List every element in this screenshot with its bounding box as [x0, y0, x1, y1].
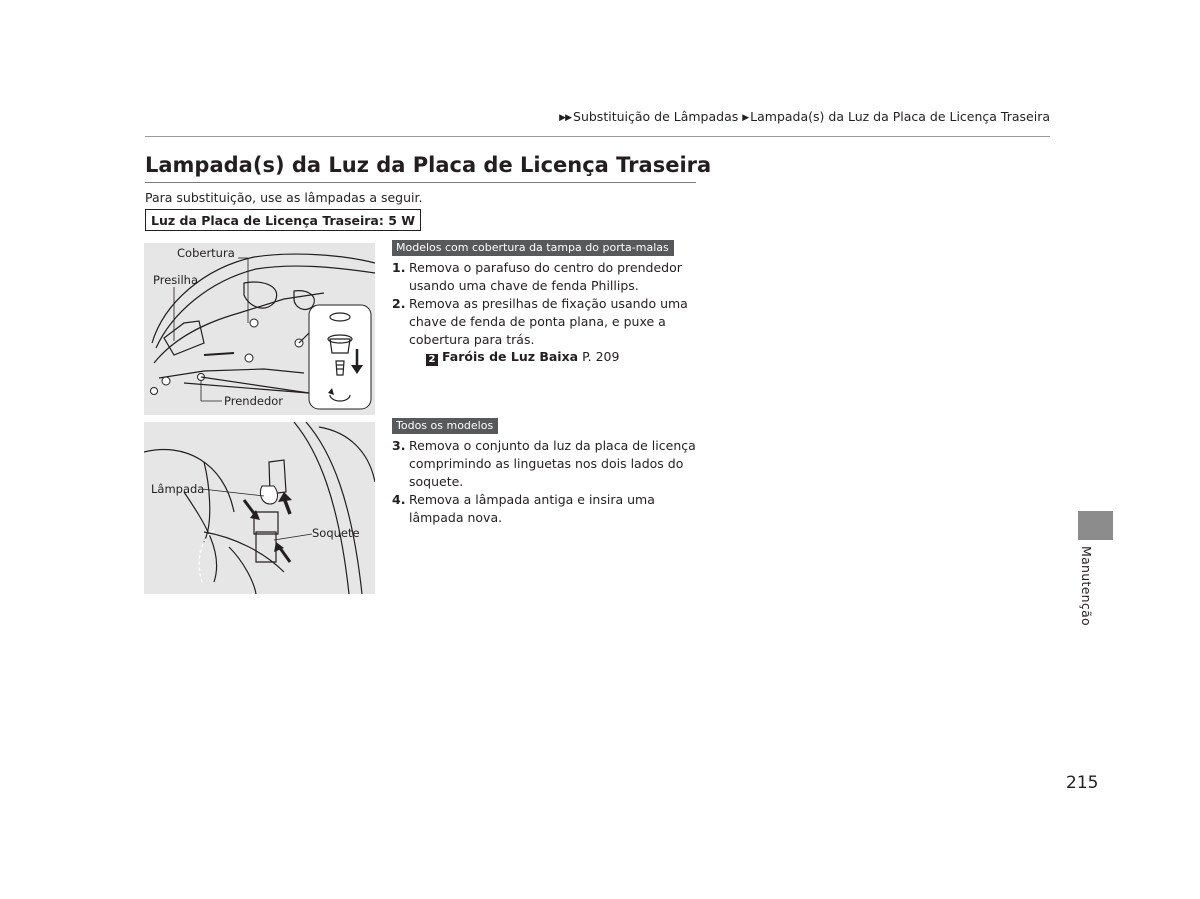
- step-1: [392, 259, 697, 295]
- top-divider: [145, 136, 1050, 137]
- model-tag-trunk-cover: Modelos com cobertura da tampa do porta-malas: [392, 240, 674, 256]
- bulb-socket-drawing: [144, 422, 375, 594]
- reference-label: Faróis de Luz Baixa: [442, 349, 579, 364]
- breadcrumb-section[interactable]: Substituição de Lâmpadas: [573, 109, 739, 124]
- breadcrumb: [559, 109, 1050, 124]
- step-text: Remova o conjunto da luz da placa de licença comprimindo as linguetas nos dois lados do soquete.: [409, 438, 696, 490]
- double-arrow-icon: ▶▶: [559, 113, 572, 123]
- chapter-tab[interactable]: [1078, 511, 1113, 540]
- page-number: 215: [1066, 773, 1099, 793]
- step-number: 1.: [392, 260, 406, 275]
- title-divider: [145, 182, 696, 183]
- intro-text: Para substituição, use as lâmpadas a seguir.: [145, 190, 423, 205]
- step-text: Remova as presilhas de fixação usando uma chave de fenda de ponta plana, e puxe a cobertura para trás.: [409, 296, 688, 348]
- bulb-socket-illustration: [144, 422, 375, 594]
- reference-arrow-icon: 2: [426, 354, 438, 366]
- chapter-label: Manutenção: [1079, 546, 1094, 626]
- step-2: [392, 295, 697, 350]
- trunk-cover-illustration: [144, 243, 375, 415]
- page-title: Lampada(s) da Luz da Placa de Licença Traseira: [145, 153, 712, 177]
- callout-bulb: Lâmpada: [151, 482, 205, 496]
- cross-reference-link[interactable]: [426, 349, 619, 366]
- trunk-cover-drawing: [144, 243, 375, 415]
- callout-cover: Cobertura: [177, 246, 235, 260]
- reference-page: P. 209: [578, 349, 620, 364]
- step-number: 4.: [392, 492, 406, 507]
- step-3: [392, 437, 697, 492]
- bulb-spec-box: Luz da Placa de Licença Traseira: 5 W: [145, 209, 421, 231]
- arrow-icon: ▶: [742, 113, 749, 123]
- model-tag-all-models: Todos os modelos: [392, 418, 498, 434]
- breadcrumb-current: Lampada(s) da Luz da Placa de Licença Traseira: [750, 109, 1050, 124]
- step-text: Remova o parafuso do centro do prendedor usando uma chave de fenda Phillips.: [409, 260, 682, 294]
- step-4: [392, 491, 697, 527]
- callout-clip: Presilha: [153, 273, 199, 287]
- step-number: 2.: [392, 296, 406, 311]
- step-number: 3.: [392, 438, 406, 453]
- callout-socket: Soquete: [312, 526, 360, 540]
- step-text: Remova a lâmpada antiga e insira uma lâmpada nova.: [409, 492, 655, 526]
- callout-retainer: Prendedor: [224, 394, 284, 408]
